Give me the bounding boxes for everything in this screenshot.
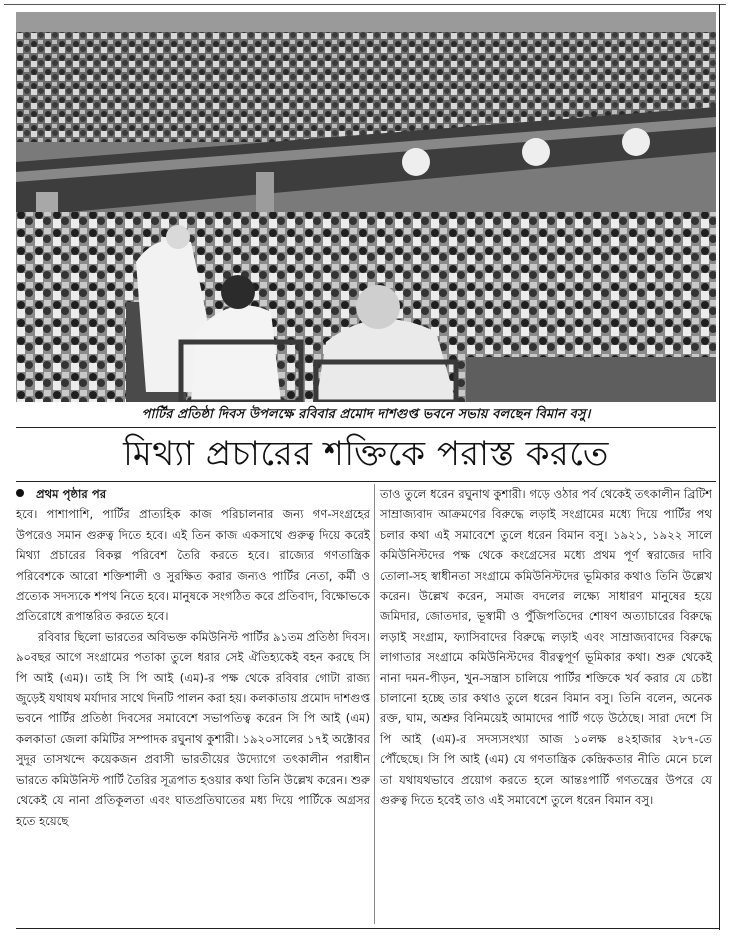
headline: মিথ্যা প্রচারের শক্তিকে পরাস্ত করতে (123, 434, 609, 474)
meeting-photo-illustration (16, 12, 716, 402)
left-paragraph-2: রবিবার ছিলো ভারতের অবিভক্ত কমিউনিস্ট পার্টির ৯১তম প্রতিষ্ঠা দিবস। ৯০বছর আগে সংগ্রামের পতাকা তুলে ধরার সেই ঐতিহ্যকেই বহন করছে সি পি আই (এম)। তাই সি পি আই (এম)-র পক্ষ থেকে রবিবার গোটা রাজ্য জুড়েই যথাযথ মর্যাদার সাথে দিনটি পালন করা হয়। কলকাতায় প্রমোদ দাশগুপ্ত ভবনে পার্টির প্রতিষ্ঠা দিবসের সমাবেশে সভাপতিত্ব করেন সি পি আই (এম) কলকাতা জেলা কমিটির সম্পাদক রঘুনাথ কুশারী। ১৯২০সালের ১৭ই অক্টোবর সুদূর তাসখন্দে কয়েকজন প্রবাসী ভারতীয়ের উদ্যোগে তৎকালীন পরাধীন ভারতে কমিউনিস্ট পার্টি তৈরির সূত্রপাত হওয়ার কথা তিনি উল্লেখ করেন। শুরু থেকেই যে নানা প্রতিকূলতা এবং ঘাতপ্রতিঘাতের মধ্য দিয়ে পার্টিকে অগ্রসর হতে হয়েছে (16, 629, 370, 828)
caption-rule (16, 427, 716, 428)
top-rule (4, 4, 726, 5)
column-divider (374, 484, 375, 924)
right-rule (719, 4, 720, 930)
left-paragraph-1: হবে। পাশাপাশি, পার্টির প্রাত্যহিক কাজ পরিচালনার জন্য গণ-সংগ্রহের উপরেও সমান গুরুত্ব দিতে হবে। এই তিন কাজ একসাথে গুরুত্ব দিয়ে করেই মিথ্যা প্রচারের বিকল্প পরিবেশ তৈরি করতে হবে। রাজ্যের গণতান্ত্রিক পরিবেশকে আরো শক্তিশালী ও সুরক্ষিত করার জন্যও পার্টির নেতা, কর্মী ও প্রত্যেক সদস্যকে শপথ নিতে হবে। মানুষকে সংগঠিত করে প্রতিবাদ, বিক্ষোভকে প্রতিরোধে রূপান্তরিত করতে হবে। (16, 507, 370, 624)
article-column-left (16, 484, 370, 831)
meeting-photo (16, 12, 716, 402)
bullet-icon (16, 489, 24, 497)
article-column-right (380, 484, 712, 811)
right-paragraph-1: তাও তুলে ধরেন রঘুনাথ কুশারী। গড়ে ওঠার পর্ব থেকেই তৎকালীন ব্রিটিশ সাম্রাজ্যবাদ আক্রমণের বিরুদ্ধে লড়াই সংগ্রামের মধ্যে দিয়ে পার্টির পথ চলার কথা এই সমাবেশে তুলে ধরেন বিমান বসু। ১৯২১, ১৯২২ সালে কমিউনিস্টদের পক্ষ থেকে কংগ্রেসের মধ্যে প্রথম পূর্ণ স্বরাজের দাবি তোলা-সহ স্বাধীনতা সংগ্রামে কমিউনিস্টদের ভূমিকার কথাও তিনি উল্লেখ করেন। উল্লেখ করেন, সমাজ বদলের লক্ষ্যে সাধারণ মানুষের হয়ে জমিদার, জোতদার, ভূস্বামী ও পুঁজিপতিদের শোষণ অত্যাচারের বিরুদ্ধে লড়াই সংগ্রাম, ফ্যাসিবাদের বিরুদ্ধে লড়াই এবং সাম্রাজ্যবাদের বিরুদ্ধে লাগাতার সংগ্রামে কমিউনিস্টদের বীরত্বপূর্ণ ভূমিকার কথা। শুরু থেকেই নানা দমন-পীড়ন, খুন-সন্ত্রাস চালিয়ে পার্টির শক্তিকে খর্ব করার যে চেষ্টা চালানো হচ্ছে তার কথাও তুলে ধরেন বিমান বসু। তিনি বলেন, অনেক রক্ত, ঘাম, অশ্রুর বিনিময়েই আমাদের পার্টি গড়ে উঠেছে। সারা দেশে সি পি আই (এম)-র সদস্যসংখ্যা আজ ১০লক্ষ ৪২হাজার ২৮৭-তে পৌঁছেছে। সি পি আই (এম) যে গণতান্ত্রিক কেন্দ্রিকতার নীতি মেনে চলে তা যথাযথভাবে প্রয়োগ করতে হলে আন্তঃপার্টি গণতন্ত্রের উপরে যে গুরুত্ব দিতে হবেই তাও এই সমাবেশে তুলে ধরেন বিমান বসু। (380, 487, 712, 808)
bottom-rule (16, 928, 720, 929)
kicker-text: প্রথম পৃষ্ঠার পর (36, 487, 107, 501)
photo-caption: পার্টির প্রতিষ্ঠা দিবস উপলক্ষে রবিবার প্রমোদ দাশগুপ্ত ভবনে সভায় বলছেন বিমান বসু। (141, 407, 591, 422)
headline-rule (16, 481, 716, 482)
continuation-kicker (16, 484, 370, 504)
